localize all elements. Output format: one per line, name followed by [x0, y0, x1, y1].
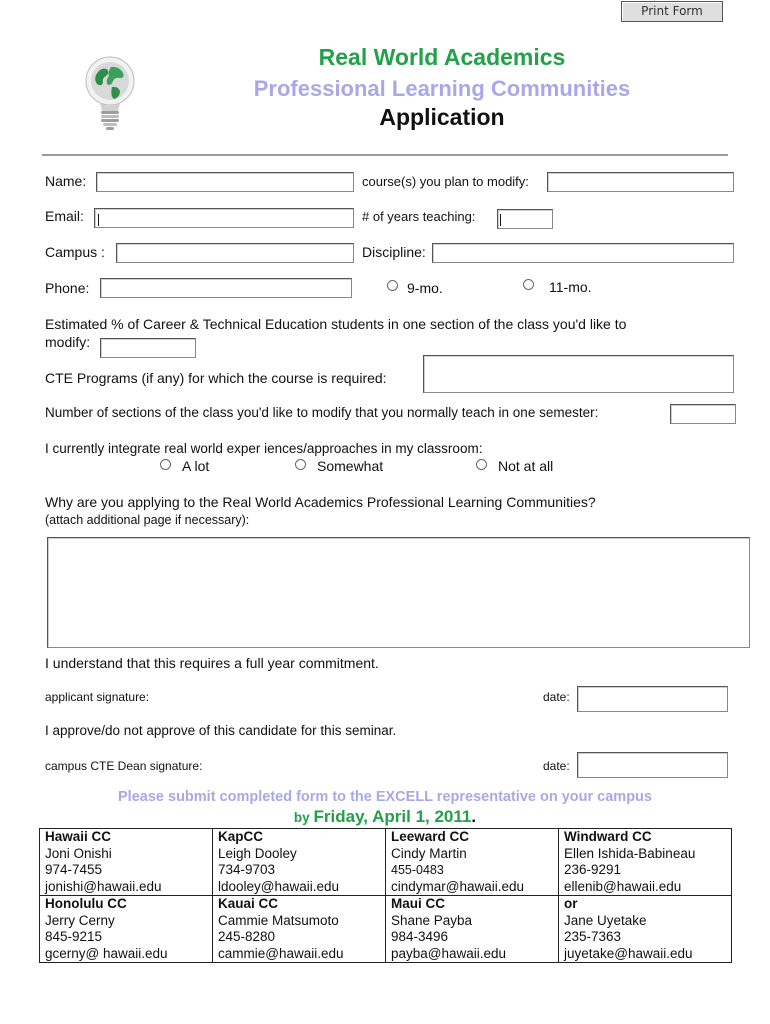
sections-field[interactable]	[670, 404, 736, 424]
contact-email: payba@hawaii.edu	[391, 945, 507, 961]
contact-campus: Hawaii CC	[45, 829, 112, 844]
table-row	[40, 829, 732, 896]
contact-phone: 974-7455	[45, 862, 103, 877]
contact-email: juyetake@hawaii.edu	[564, 945, 693, 961]
dean-date-field[interactable]	[577, 752, 728, 778]
contact-cell	[559, 896, 732, 963]
discipline-field[interactable]	[432, 243, 734, 263]
contact-phone: 845-9215	[45, 929, 103, 944]
contact-cell	[386, 829, 559, 896]
contact-cell	[213, 896, 386, 963]
contact-campus: Maui CC	[391, 896, 445, 911]
courses-label: course(s) you plan to modify:	[362, 174, 529, 189]
courses-field[interactable]	[547, 172, 734, 192]
contact-name: Cammie Matsumoto	[218, 912, 339, 928]
cte-percent-label: Estimated % of Career & Technical Education students in one section of the class you'd like to	[45, 316, 627, 332]
contact-phone: 236-9291	[564, 862, 622, 877]
header-divider	[42, 154, 728, 156]
submit-deadline	[0, 807, 770, 827]
contact-email: cammie@hawaii.edu	[218, 945, 344, 961]
form-heading: Application	[379, 104, 505, 130]
why-applying-textarea[interactable]	[47, 537, 750, 648]
commitment-statement: I understand that this requires a full year commitment.	[45, 655, 379, 671]
years-teaching-field[interactable]	[497, 209, 553, 229]
contact-cell	[40, 896, 213, 963]
a-lot-label: A lot	[182, 458, 210, 474]
contacts-table	[39, 828, 732, 963]
contact-email: cindymar@hawaii.edu	[391, 878, 525, 894]
form-title: Real World Academics	[318, 44, 566, 70]
eleven-month-radio[interactable]	[523, 279, 534, 290]
submit-by: by	[293, 810, 310, 825]
not-at-all-radio[interactable]	[476, 459, 487, 470]
discipline-label: Discipline:	[362, 244, 426, 260]
contact-email: jonishi@hawaii.edu	[45, 878, 162, 894]
why-applying-label: Why are you applying to the Real World Academics Professional Learning Communities?	[45, 494, 596, 510]
contact-cell	[213, 829, 386, 896]
phone-field[interactable]	[100, 278, 352, 298]
contact-name: Jerry Cerny	[45, 912, 115, 928]
email-label: Email:	[45, 208, 84, 224]
contact-email: ldooley@hawaii.edu	[218, 878, 340, 894]
email-field[interactable]	[94, 208, 354, 228]
applicant-date-label: date:	[543, 690, 570, 704]
deadline-date: Friday, April 1, 2011	[313, 807, 472, 826]
text-cursor	[500, 214, 501, 226]
not-at-all-label: Not at all	[498, 458, 554, 474]
cte-percent-label-cont: modify:	[45, 334, 91, 350]
campus-label: Campus :	[45, 244, 105, 260]
integrate-label: I currently integrate real world exper iences/approaches in my classroom:	[45, 441, 483, 456]
print-form-button[interactable]: Print Form	[621, 1, 723, 22]
cte-programs-field[interactable]	[423, 355, 734, 393]
eleven-month-label: 11-mo.	[549, 279, 592, 295]
dean-date-label: date:	[543, 759, 570, 773]
applicant-signature-label: applicant signature:	[45, 690, 150, 704]
applicant-date-field[interactable]	[577, 686, 728, 712]
contact-phone: 235-7363	[564, 929, 622, 944]
contact-name: Shane Payba	[391, 912, 473, 928]
contact-name: Cindy Martin	[391, 845, 467, 861]
contact-phone: 984-3496	[391, 929, 449, 944]
contact-name: Ellen Ishida-Babineau	[564, 845, 696, 861]
contact-campus: Windward CC	[564, 829, 652, 844]
nine-month-label: 9-mo.	[407, 280, 443, 296]
years-teaching-label: # of years teaching:	[362, 209, 476, 224]
contact-name: Leigh Dooley	[218, 845, 297, 861]
cte-percent-field[interactable]	[100, 338, 196, 358]
contact-phone: 245-8280	[218, 929, 276, 944]
somewhat-label: Somewhat	[317, 458, 384, 474]
contact-campus: or	[564, 896, 578, 911]
contact-cell	[386, 896, 559, 963]
contact-campus: Kauai CC	[218, 896, 279, 911]
contact-campus: KapCC	[218, 829, 264, 844]
contact-phone: 734-9703	[218, 862, 276, 877]
deadline-period: .	[471, 807, 477, 826]
why-applying-note: (attach additional page if necessary):	[45, 513, 250, 527]
contact-phone: 455-0483	[391, 863, 444, 877]
phone-label: Phone:	[45, 280, 90, 296]
nine-month-radio[interactable]	[387, 280, 398, 291]
somewhat-radio[interactable]	[295, 459, 306, 470]
table-row	[40, 896, 732, 963]
contact-campus: Honolulu CC	[45, 896, 127, 911]
submit-instructions: Please submit completed form to the EXCELL representative on your campus	[118, 789, 652, 805]
contact-name: Joni Onishi	[45, 845, 112, 861]
a-lot-radio[interactable]	[160, 459, 171, 470]
contact-email: gcerny@ hawaii.edu	[45, 945, 168, 961]
text-cursor	[98, 214, 99, 226]
sections-label: Number of sections of the class you'd like to modify that you normally teach in one semester:	[45, 405, 599, 420]
name-label: Name:	[45, 173, 87, 189]
cte-programs-label: CTE Programs (if any) for which the course is required:	[45, 370, 387, 386]
contact-email: ellenib@hawaii.edu	[564, 878, 682, 894]
campus-field[interactable]	[116, 243, 354, 263]
approval-statement: I approve/do not approve of this candidate for this seminar.	[45, 723, 397, 738]
contact-campus: Leeward CC	[391, 829, 470, 844]
form-subtitle: Professional Learning Communities	[253, 76, 631, 101]
contact-name: Jane Uyetake	[564, 912, 647, 928]
contact-cell	[40, 829, 213, 896]
contact-cell	[559, 829, 732, 896]
name-field[interactable]	[96, 172, 354, 192]
dean-signature-label: campus CTE Dean signature:	[45, 759, 203, 773]
